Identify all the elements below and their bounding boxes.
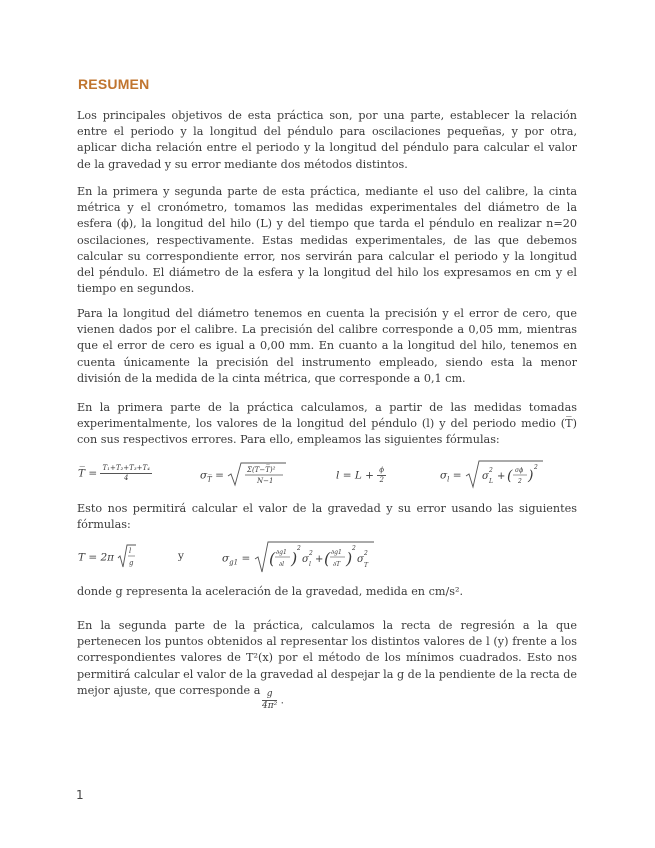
- svg-text:+: +: [496, 471, 506, 482]
- paragraph-second-part: En la segunda parte de la práctica, calculamos la recta de regresión a la que pertenecen los puntos obtenidos al representar los distintos valores de l (y) frente a los correspondientes valores de T²(x) por el método de los mínimos cuadrados. Esto nos permitirá calcular el valor de la gravedad al despejar la g de la pendiente de la recta de mejor ajuste, que corresponde a: [77, 619, 577, 697]
- formula-mean-period-numerator: T₁+T₂+T₃+T₄: [102, 464, 150, 472]
- formula-pendulum-length-fraction: [377, 466, 386, 485]
- formula-period: [78, 543, 137, 572]
- svg-text:2: 2: [296, 545, 301, 552]
- section-heading: RESUMEN: [78, 76, 150, 92]
- formula-slope-denominator: 4π²: [262, 701, 278, 711]
- formula-sigma-length-term: σ: [481, 471, 489, 482]
- svg-text:): ): [527, 468, 534, 484]
- formula-sigma-length-term-sub: L: [488, 478, 493, 485]
- sqrt-sign-icon: [254, 540, 376, 574]
- formula-sigma-period-numerator: Σ(T−T̅)²: [247, 466, 276, 474]
- sqrt-icon: [227, 461, 287, 490]
- formula-slope-numerator: g: [262, 689, 277, 701]
- formula-sigma-gravity: $\sigma_{g1}$ = ( ∂g1 ∂l ) 2 σ 2 l + ( ∂g1 ∂T ) 2 σ 2 T: [222, 540, 376, 577]
- formula-sigma-length-frac-den: 2: [517, 478, 522, 485]
- formula-sigma-period-sub: T̅: [207, 475, 212, 484]
- formula-sigma-length-frac-num: σϕ: [514, 467, 524, 474]
- svg-text:(: (: [323, 549, 330, 568]
- sqrt-sign-icon: [227, 461, 287, 487]
- formula-sigma-length-sub: l: [447, 475, 450, 484]
- formula-sigma-period: $\sigma_{T̅}$ = Σ(T−T̅)² N−1: [200, 461, 287, 490]
- formula-dg-dt-den: ∂T: [332, 561, 340, 568]
- svg-text:2: 2: [308, 550, 313, 557]
- formula-sigma-length: $\sigma_l$ = σ 2 L + ( σϕ 2 ) 2: [440, 459, 545, 492]
- formula-pendulum-length-lhs: l = L +: [336, 469, 374, 482]
- formula-mean-period: [78, 464, 152, 483]
- svg-text:σ: σ: [301, 554, 309, 565]
- formula-mean-period-lhs: T̅ =: [78, 467, 98, 480]
- paragraph-objectives: Los principales objetivos de esta práctica son, por una parte, establecer la relación entre el periodo y la longitud del péndulo para oscilaciones pequeñas, y por otra, aplicar dicha relación entre el periodo y la longitud del péndulo para calcular el valor de la gravedad y su error mediante dos métodos distintos.: [77, 109, 577, 171]
- formula-sigma-length-symbol: σ: [440, 469, 448, 482]
- sqrt-icon: [465, 459, 545, 492]
- formula-dg-dl-den: ∂l: [278, 561, 284, 568]
- sqrt-icon: [117, 543, 137, 572]
- sqrt-sign-icon: [117, 543, 137, 569]
- svg-text:(: (: [506, 468, 513, 484]
- svg-text:): ): [290, 549, 297, 568]
- formula-pendulum-length: [336, 466, 386, 485]
- formula-slope-fraction: [262, 689, 277, 712]
- svg-text:2: 2: [351, 545, 356, 552]
- paragraph-first-part: En la primera parte de la práctica calculamos, a partir de las medidas tomadas experimentalmente, los valores de la longitud del péndulo (l) y del periodo medio (T̅) con sus respectivos errores. Para ello, empleamos las siguientes fórmulas:: [77, 401, 577, 447]
- formula-slope: [262, 689, 284, 712]
- formula-slope-end: .: [280, 694, 284, 707]
- formula-pendulum-length-numerator: ϕ: [379, 466, 385, 474]
- sqrt-icon: [254, 540, 376, 577]
- paragraph-gravity-units: donde g representa la aceleración de la gravedad, medida en cm/s².: [77, 585, 463, 598]
- svg-text:2: 2: [533, 464, 538, 471]
- formula-pendulum-length-denominator: 2: [379, 476, 384, 484]
- svg-text:): ): [345, 549, 352, 568]
- formula-period-lhs: T = 2π: [78, 551, 115, 564]
- formula-sigma-gravity-sub: g1: [229, 558, 239, 567]
- page-number: 1: [76, 788, 84, 802]
- formula-sigma-gravity-symbol: σ: [222, 552, 230, 565]
- svg-text:+: +: [314, 554, 323, 565]
- paragraph-measurements: En la primera y segunda parte de esta práctica, mediante el uso del calibre, la cinta métrica y el cronómetro, tomamos las medidas experimentales del diámetro de la esfera (ϕ), la longitud del hilo (L) y del tiempo que tarda el péndulo en realizar n=20 oscilaciones, respectivamente. Estas medidas experimentales, de las que debemos calcular su correspondiente error, nos servirán para calcular el periodo y la longitud del péndulo. El diámetro de la esfera y la longitud del hilo los expresamos en cm y el tiempo en segundos.: [77, 185, 577, 296]
- conjunction-text: y: [178, 550, 184, 562]
- paragraph-precision: Para la longitud del diámetro tenemos en cuenta la precisión y el error de cero, que vienen dados por el calibre. La precisión del calibre corresponde a 0,05 mm, mientras que el error de cero es igual a 0,00 mm. En cuanto a la longitud del hilo, tenemos en cuenta únicamente la precisión del instrumento empleado, siendo esta la menor división de la medida de la cinta métrica, que corresponde a 0,1 cm.: [77, 307, 577, 385]
- svg-text:l: l: [308, 561, 311, 568]
- formula-dg-dt-num: ∂g1: [330, 549, 342, 556]
- formula-mean-period-fraction: [100, 464, 152, 483]
- formula-dg-dl-num: ∂g1: [275, 549, 287, 556]
- paragraph-gravity-intro: Esto nos permitirá calcular el valor de la gravedad y su error usando las siguientes fórmulas:: [77, 502, 577, 532]
- svg-text:(: (: [268, 549, 275, 568]
- svg-text:T: T: [363, 562, 368, 569]
- formula-sigma-period-denominator: N−1: [257, 477, 274, 485]
- svg-text:2: 2: [488, 467, 493, 474]
- formula-period-frac-den: g: [129, 559, 134, 567]
- svg-text:2: 2: [363, 550, 368, 557]
- sqrt-sign-icon: [465, 459, 545, 489]
- formula-period-frac-num: l: [129, 547, 132, 555]
- formula-sigma-period-symbol: σ: [200, 469, 208, 482]
- svg-text:σ: σ: [356, 554, 364, 565]
- formula-mean-period-denominator: 4: [124, 474, 129, 482]
